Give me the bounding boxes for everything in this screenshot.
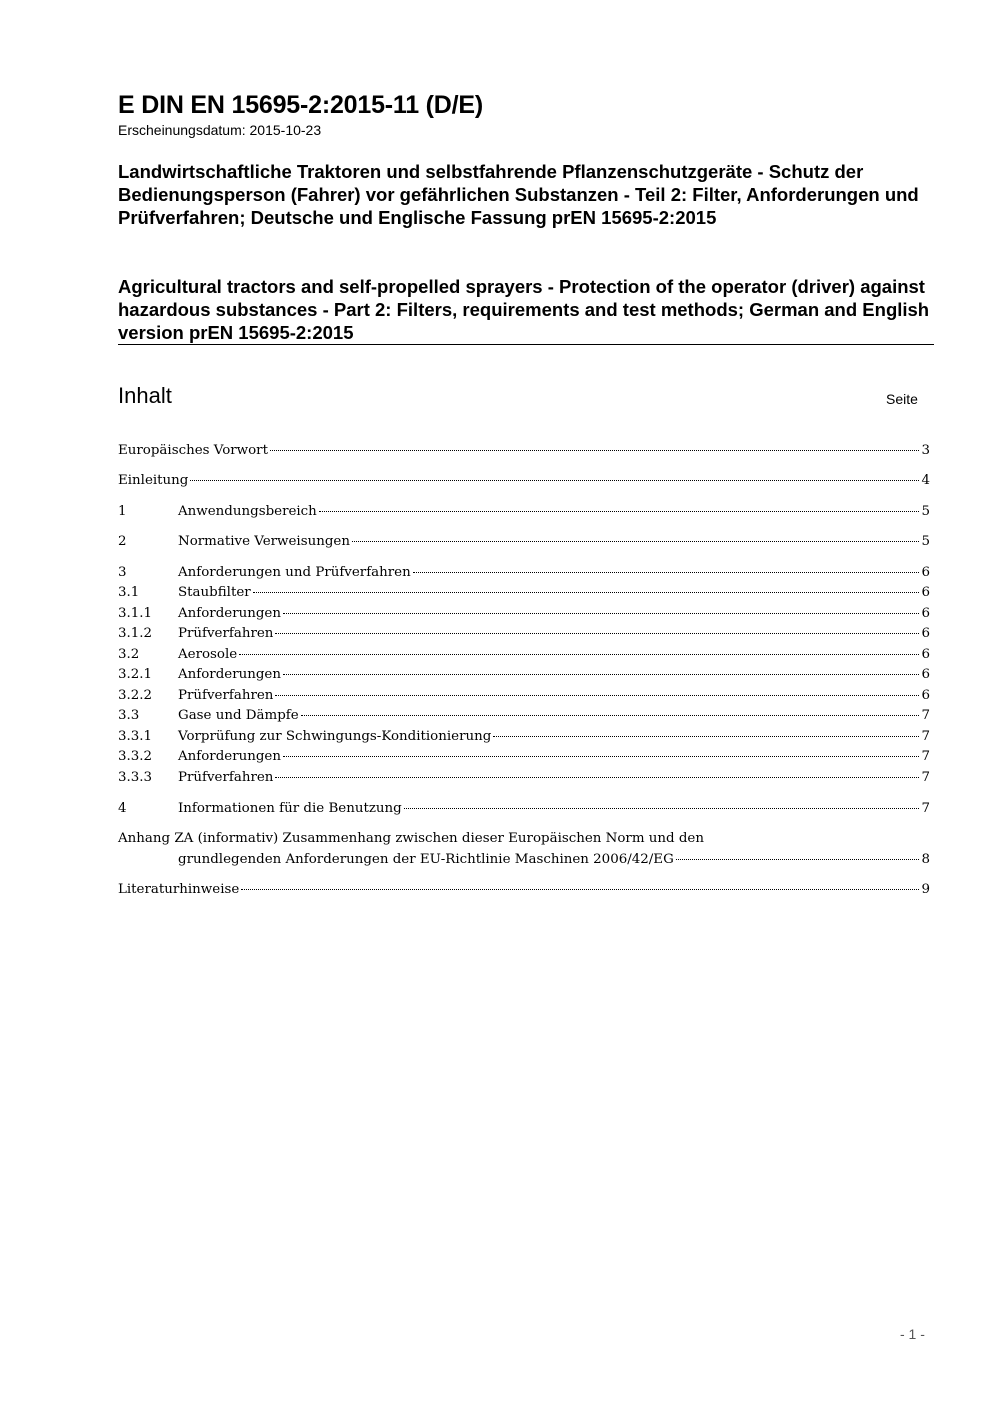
title-german: Landwirtschaftliche Traktoren und selbstfahrende Pflanzenschutzgeräte - Schutz der Bedienungsperson (Fahrer) vor gefährlichen Substanzen - Teil 2: Filter, Anforderungen und Prüfverfahren; Deutsche und Englische Fassung prEN 15695-2:2015 <box>118 161 919 228</box>
toc-entry-number: 3.2.2 <box>118 688 153 703</box>
toc-entry[interactable] <box>118 502 930 521</box>
toc-entry-page: 6 <box>921 565 930 580</box>
toc-entry[interactable] <box>118 604 930 623</box>
toc-entry-text: Aerosole <box>178 647 238 662</box>
toc-entry-page: 5 <box>921 534 930 549</box>
toc-entry[interactable] <box>118 706 930 725</box>
toc-entry-page: 5 <box>921 504 930 519</box>
toc-entry-leader <box>493 736 919 737</box>
toc-entry-leader <box>239 654 919 655</box>
toc-entry-text: Anforderungen <box>178 749 281 764</box>
toc-entry-text: Vorprüfung zur Schwingungs-Konditionierung <box>178 729 492 744</box>
toc-entry-page: 8 <box>921 852 930 867</box>
toc-entry-leader <box>275 777 919 778</box>
title-divider <box>118 344 934 345</box>
toc-annex-line1[interactable]: Anhang ZA (informativ) Zusammenhang zwischen dieser Europäischen Norm und den <box>118 831 704 846</box>
toc-entry-number: 3.1 <box>118 585 140 600</box>
toc-annex-text: grundlegenden Anforderungen der EU-Richtlinie Maschinen 2006/42/EG <box>178 852 674 867</box>
toc-entry[interactable] <box>118 799 930 818</box>
toc-entry-number: 3.1.2 <box>118 626 153 641</box>
toc-entry-leader <box>413 572 920 573</box>
toc-entry-leader <box>283 756 919 757</box>
toc-entry[interactable] <box>118 665 930 684</box>
toc-entry-number: 3.1.1 <box>118 606 153 621</box>
toc-entry-text: Anwendungsbereich <box>178 504 317 519</box>
toc-entry-text: Literaturhinweise <box>118 882 240 897</box>
toc-entry-page: 3 <box>921 443 930 458</box>
toc-entry[interactable] <box>118 563 930 582</box>
toc-entry-leader <box>404 808 920 809</box>
toc-entry-page: 7 <box>921 801 930 816</box>
toc-entry[interactable] <box>118 532 930 551</box>
toc-entry-number: 3 <box>118 565 127 580</box>
toc-entry-leader <box>352 541 920 542</box>
toc-entry-page: 6 <box>921 667 930 682</box>
toc-entry[interactable] <box>118 583 930 602</box>
toc-entry[interactable] <box>118 645 930 664</box>
toc-entry-page: 6 <box>921 688 930 703</box>
title-english: Agricultural tractors and self-propelled sprayers - Protection of the operator (driver) against hazardous substances - Part 2: Filters, requirements and test methods; German and English version prEN 15695-2:2015 <box>118 276 930 343</box>
toc-entry[interactable] <box>118 686 930 705</box>
toc-entry-text: Einleitung <box>118 473 189 488</box>
toc-entry-leader <box>270 450 920 451</box>
toc-entry[interactable] <box>118 747 930 766</box>
toc-annex-entry[interactable] <box>178 850 930 869</box>
toc-entry-page: 6 <box>921 606 930 621</box>
toc-entry-leader <box>676 859 920 860</box>
toc-entry-page: 7 <box>921 729 930 744</box>
toc-entry-number: 1 <box>118 504 127 519</box>
toc-entry-page: 6 <box>921 585 930 600</box>
toc-entry-page: 6 <box>921 626 930 641</box>
toc-entry[interactable] <box>118 624 930 643</box>
toc-entry-text: Anforderungen <box>178 667 281 682</box>
toc-entry-leader <box>283 674 919 675</box>
toc-entry-leader <box>301 715 920 716</box>
toc-entry-number: 3.2 <box>118 647 140 662</box>
toc-entry-text: Prüfverfahren <box>178 688 274 703</box>
toc-entry-page: 6 <box>921 647 930 662</box>
toc-entry-text: Normative Verweisungen <box>178 534 350 549</box>
toc-heading: Inhalt <box>118 383 172 408</box>
toc-entry-leader <box>283 613 919 614</box>
page-number: - 1 - <box>900 1326 925 1342</box>
toc-entry-text: Gase und Dämpfe <box>178 708 299 723</box>
toc-bibliography-entry[interactable] <box>118 880 930 899</box>
toc-entry-text: Informationen für die Benutzung <box>178 801 402 816</box>
toc-entry[interactable] <box>118 727 930 746</box>
toc-entry-page: 7 <box>921 770 930 785</box>
toc-entry-number: 4 <box>118 801 127 816</box>
toc-entry[interactable] <box>118 441 930 460</box>
toc-entry-leader <box>190 480 919 481</box>
toc-entry-text: Prüfverfahren <box>178 770 274 785</box>
toc-entry-text: Europäisches Vorwort <box>118 443 268 458</box>
toc-entry-page: 7 <box>921 749 930 764</box>
document-id: E DIN EN 15695-2:2015-11 (D/E) <box>118 91 484 119</box>
toc-entry-number: 3.3.2 <box>118 749 153 764</box>
toc-entry-leader <box>275 695 919 696</box>
toc-entry-leader <box>319 511 920 512</box>
toc-entry[interactable] <box>118 768 930 787</box>
toc-entry-leader <box>241 889 919 890</box>
toc-entry-text: Staubfilter <box>178 585 251 600</box>
toc-entry[interactable] <box>118 471 930 490</box>
toc-entry-text: Anforderungen und Prüfverfahren <box>178 565 411 580</box>
toc-entry-number: 3.3.3 <box>118 770 153 785</box>
toc-entry-leader <box>253 592 920 593</box>
toc-entry-number: 3.3 <box>118 708 140 723</box>
toc-entry-text: Prüfverfahren <box>178 626 274 641</box>
toc-page-column-heading: Seite <box>886 391 918 407</box>
toc-entry-text: Anforderungen <box>178 606 281 621</box>
publication-date: Erscheinungsdatum: 2015-10-23 <box>118 122 322 138</box>
toc-entry-number: 3.3.1 <box>118 729 153 744</box>
toc-entry-number: 2 <box>118 534 127 549</box>
toc-entry-page: 4 <box>921 473 930 488</box>
toc-entry-number: 3.2.1 <box>118 667 153 682</box>
toc-entry-page: 9 <box>921 882 930 897</box>
toc-entry-leader <box>275 633 919 634</box>
toc-entry-page: 7 <box>921 708 930 723</box>
